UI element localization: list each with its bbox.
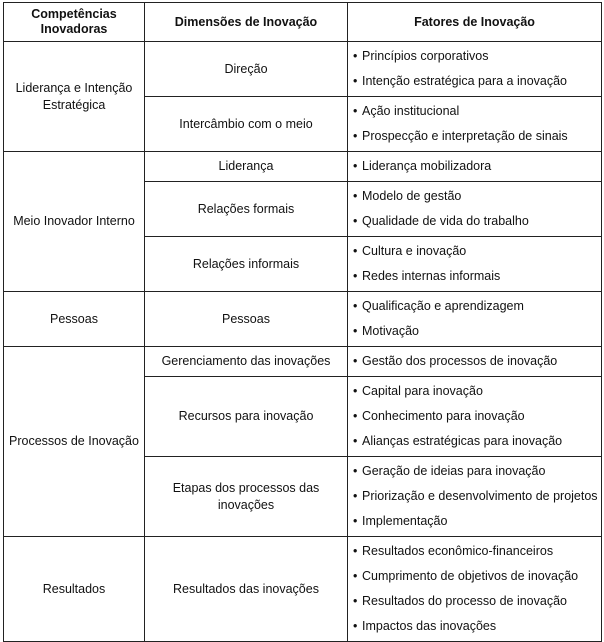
fator-text: Qualidade de vida do trabalho [362, 214, 529, 228]
fator-item [353, 124, 596, 149]
bullet-icon: • [353, 514, 358, 528]
bullet-icon: • [353, 214, 358, 228]
fator-text: Impactos das inovações [362, 619, 497, 633]
dimensao-cell: Intercâmbio com o meio [145, 97, 348, 152]
bullet-icon: • [353, 489, 358, 503]
dimensao-cell: Relações informais [145, 237, 348, 292]
fator-text: Prospecção e interpretação de sinais [362, 129, 568, 143]
fatores-cell [348, 347, 602, 377]
fator-item [353, 99, 596, 124]
fatores-cell [348, 182, 602, 237]
competencia-cell: Resultados [4, 537, 145, 642]
dimensao-cell: Direção [145, 42, 348, 97]
fator-item [353, 319, 596, 344]
fator-item [353, 154, 596, 179]
table-row [4, 42, 602, 97]
fator-text: Princípios corporativos [362, 49, 489, 63]
innovation-competencies-table [3, 2, 602, 642]
fator-item [353, 294, 596, 319]
fator-item [353, 614, 596, 639]
fator-text: Redes internas informais [362, 269, 501, 283]
fator-item [353, 404, 596, 429]
bullet-icon: • [353, 434, 358, 448]
header-competencias: Competências Inovadoras [4, 3, 145, 42]
fator-text: Ação institucional [362, 104, 460, 118]
bullet-icon: • [353, 299, 358, 313]
fator-text: Cumprimento de objetivos de inovação [362, 569, 579, 583]
dimensao-cell: Relações formais [145, 182, 348, 237]
bullet-icon: • [353, 619, 358, 633]
fator-item [353, 44, 596, 69]
fatores-cell [348, 237, 602, 292]
fatores-cell [348, 97, 602, 152]
fatores-cell [348, 457, 602, 537]
competencia-cell: Meio Inovador Interno [4, 152, 145, 292]
bullet-icon: • [353, 324, 358, 338]
fator-item [353, 209, 596, 234]
bullet-icon: • [353, 464, 358, 478]
fator-item [353, 264, 596, 289]
fator-item [353, 184, 596, 209]
fator-text: Capital para inovação [362, 384, 483, 398]
fator-item [353, 539, 596, 564]
competencia-cell: Pessoas [4, 292, 145, 347]
header-dimensoes: Dimensões de Inovação [145, 3, 348, 42]
fatores-cell [348, 292, 602, 347]
bullet-icon: • [353, 269, 358, 283]
header-row [4, 3, 602, 42]
table-row [4, 347, 602, 377]
fator-item [353, 459, 596, 484]
fator-text: Conhecimento para inovação [362, 409, 525, 423]
fatores-cell [348, 377, 602, 457]
bullet-icon: • [353, 74, 358, 88]
fator-text: Priorização e desenvolvimento de projetos [362, 489, 598, 503]
fator-item [353, 564, 596, 589]
bullet-icon: • [353, 409, 358, 423]
dimensao-cell: Liderança [145, 152, 348, 182]
competencia-cell: Processos de Inovação [4, 347, 145, 537]
fatores-cell [348, 152, 602, 182]
fator-text: Implementação [362, 514, 448, 528]
header-fatores: Fatores de Inovação [348, 3, 602, 42]
bullet-icon: • [353, 544, 358, 558]
fator-text: Qualificação e aprendizagem [362, 299, 524, 313]
bullet-icon: • [353, 159, 358, 173]
fator-item [353, 429, 596, 454]
fator-item [353, 509, 596, 534]
fator-item [353, 589, 596, 614]
fatores-cell [348, 537, 602, 642]
fator-text: Alianças estratégicas para inovação [362, 434, 563, 448]
fator-text: Cultura e inovação [362, 244, 467, 258]
fator-item [353, 379, 596, 404]
dimensao-cell: Gerenciamento das inovações [145, 347, 348, 377]
dimensao-cell: Resultados das inovações [145, 537, 348, 642]
table-body [4, 42, 602, 642]
fator-text: Motivação [362, 324, 419, 338]
bullet-icon: • [353, 354, 358, 368]
fator-text: Gestão dos processos de inovação [362, 354, 558, 368]
bullet-icon: • [353, 104, 358, 118]
dimensao-cell: Etapas dos processos das inovações [145, 457, 348, 537]
dimensao-cell: Pessoas [145, 292, 348, 347]
fator-item [353, 69, 596, 94]
dimensao-cell: Recursos para inovação [145, 377, 348, 457]
fator-text: Resultados do processo de inovação [362, 594, 567, 608]
bullet-icon: • [353, 189, 358, 203]
fatores-cell [348, 42, 602, 97]
fator-text: Geração de ideias para inovação [362, 464, 546, 478]
table-row [4, 292, 602, 347]
table-row [4, 152, 602, 182]
fator-text: Modelo de gestão [362, 189, 462, 203]
fator-item [353, 484, 596, 509]
bullet-icon: • [353, 569, 358, 583]
table-row [4, 537, 602, 642]
competencia-cell: Liderança e Intenção Estratégica [4, 42, 145, 152]
fator-item [353, 239, 596, 264]
bullet-icon: • [353, 49, 358, 63]
bullet-icon: • [353, 244, 358, 258]
fator-text: Intenção estratégica para a inovação [362, 74, 567, 88]
bullet-icon: • [353, 129, 358, 143]
fator-item [353, 349, 596, 374]
bullet-icon: • [353, 594, 358, 608]
bullet-icon: • [353, 384, 358, 398]
fator-text: Resultados econômico-financeiros [362, 544, 554, 558]
fator-text: Liderança mobilizadora [362, 159, 492, 173]
